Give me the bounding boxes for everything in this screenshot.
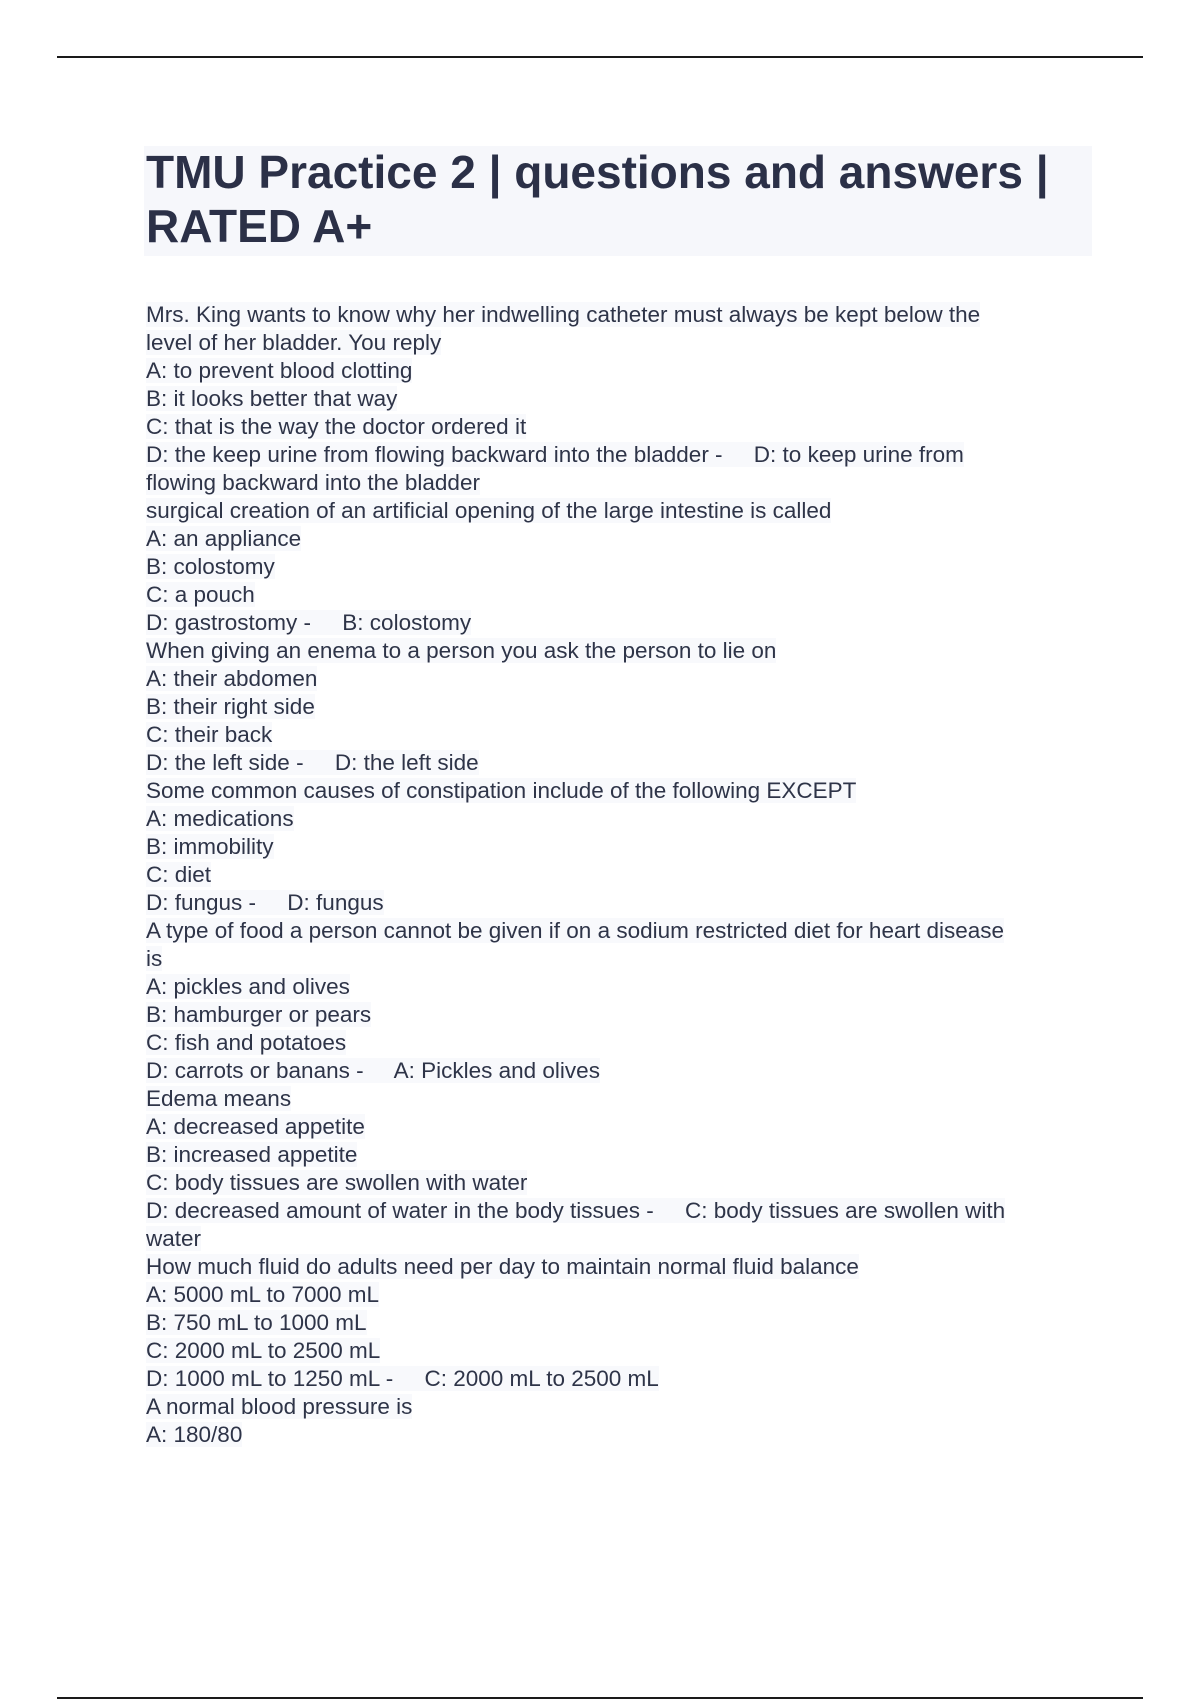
text-line-content: D: decreased amount of water in the body tissues - C: body tissues are swollen with bbox=[146, 1198, 1006, 1223]
text-line-content: Mrs. King wants to know why her indwelling catheter must always be kept below the bbox=[146, 302, 981, 327]
text-line-content: D: the left side - D: the left side bbox=[146, 750, 479, 775]
text-line-content: A normal blood pressure is bbox=[146, 1394, 413, 1419]
text-line-content: B: hamburger or pears bbox=[146, 1002, 372, 1027]
text-line-content: C: body tissues are swollen with water bbox=[146, 1170, 528, 1195]
text-line bbox=[146, 1225, 1076, 1253]
text-line-content: A: their abdomen bbox=[146, 666, 318, 691]
text-line-content: water bbox=[146, 1226, 202, 1251]
header-rule bbox=[57, 56, 1143, 58]
text-line-content: B: colostomy bbox=[146, 554, 275, 579]
text-line bbox=[146, 637, 1076, 665]
text-line-content: A type of food a person cannot be given if on a sodium restricted diet for heart disease bbox=[146, 918, 1005, 943]
text-line-content: C: a pouch bbox=[146, 582, 255, 607]
text-line bbox=[146, 553, 1076, 581]
text-line bbox=[146, 609, 1076, 637]
text-line bbox=[146, 917, 1076, 945]
text-line bbox=[146, 525, 1076, 553]
text-line bbox=[146, 889, 1076, 917]
text-line bbox=[146, 1421, 1076, 1449]
question-list bbox=[146, 301, 1076, 1449]
text-line-content: D: carrots or banans - A: Pickles and olives bbox=[146, 1058, 600, 1083]
text-line bbox=[146, 329, 1076, 357]
text-line-content: A: to prevent blood clotting bbox=[146, 358, 413, 383]
text-line bbox=[146, 413, 1076, 441]
text-line-content: Some common causes of constipation include of the following EXCEPT bbox=[146, 778, 857, 803]
text-line bbox=[146, 385, 1076, 413]
text-line bbox=[146, 1057, 1076, 1085]
text-line bbox=[146, 1085, 1076, 1113]
text-line bbox=[146, 665, 1076, 693]
text-line bbox=[146, 721, 1076, 749]
text-line bbox=[146, 1253, 1076, 1281]
text-line-content: A: medications bbox=[146, 806, 294, 831]
text-line bbox=[146, 1197, 1076, 1225]
text-line-content: How much fluid do adults need per day to maintain normal fluid balance bbox=[146, 1254, 859, 1279]
text-line bbox=[146, 861, 1076, 889]
text-line bbox=[146, 973, 1076, 1001]
text-line bbox=[146, 833, 1076, 861]
text-line bbox=[146, 301, 1076, 329]
text-line-content: C: their back bbox=[146, 722, 273, 747]
text-line bbox=[146, 1141, 1076, 1169]
text-line bbox=[146, 693, 1076, 721]
text-line-content: D: the keep urine from flowing backward into the bladder - D: to keep urine from bbox=[146, 442, 964, 467]
text-line bbox=[146, 1281, 1076, 1309]
text-line-content: D: fungus - D: fungus bbox=[146, 890, 384, 915]
document-title: TMU Practice 2 | questions and answers | RATED A+ bbox=[146, 146, 1049, 252]
text-line bbox=[146, 1365, 1076, 1393]
text-line bbox=[146, 1001, 1076, 1029]
text-line bbox=[146, 805, 1076, 833]
text-line-content: C: that is the way the doctor ordered it bbox=[146, 414, 527, 439]
text-line-content: C: fish and potatoes bbox=[146, 1030, 347, 1055]
text-line bbox=[146, 749, 1076, 777]
text-line-content: flowing backward into the bladder bbox=[146, 470, 480, 495]
text-line bbox=[146, 469, 1076, 497]
text-line-content: A: pickles and olives bbox=[146, 974, 350, 999]
text-line bbox=[146, 1337, 1076, 1365]
text-line-content: A: decreased appetite bbox=[146, 1114, 365, 1139]
text-line-content: Edema means bbox=[146, 1086, 292, 1111]
text-line-content: B: immobility bbox=[146, 834, 274, 859]
text-line bbox=[146, 777, 1076, 805]
text-line-content: D: 1000 mL to 1250 mL - C: 2000 mL to 2500 mL bbox=[146, 1366, 659, 1391]
text-line bbox=[146, 1113, 1076, 1141]
text-line-content: is bbox=[146, 946, 163, 971]
text-line bbox=[146, 581, 1076, 609]
text-line-content: B: 750 mL to 1000 mL bbox=[146, 1310, 367, 1335]
text-line bbox=[146, 945, 1076, 973]
text-line-content: D: gastrostomy - B: colostomy bbox=[146, 610, 472, 635]
text-line-content: B: it looks better that way bbox=[146, 386, 398, 411]
text-line bbox=[146, 1169, 1076, 1197]
text-line bbox=[146, 1309, 1076, 1337]
text-line bbox=[146, 441, 1076, 469]
footer-rule bbox=[57, 1697, 1143, 1699]
text-line-content: surgical creation of an artificial opening of the large intestine is called bbox=[146, 498, 832, 523]
text-line-content: When giving an enema to a person you ask the person to lie on bbox=[146, 638, 777, 663]
text-line bbox=[146, 357, 1076, 385]
text-line-content: C: 2000 mL to 2500 mL bbox=[146, 1338, 381, 1363]
text-line bbox=[146, 1029, 1076, 1057]
text-line-content: A: an appliance bbox=[146, 526, 302, 551]
text-line-content: level of her bladder. You reply bbox=[146, 330, 442, 355]
text-line-content: A: 5000 mL to 7000 mL bbox=[146, 1282, 380, 1307]
text-line-content: B: increased appetite bbox=[146, 1142, 358, 1167]
text-line bbox=[146, 1393, 1076, 1421]
text-line bbox=[146, 497, 1076, 525]
text-line-content: C: diet bbox=[146, 862, 212, 887]
text-line-content: A: 180/80 bbox=[146, 1422, 243, 1447]
text-line-content: B: their right side bbox=[146, 694, 315, 719]
